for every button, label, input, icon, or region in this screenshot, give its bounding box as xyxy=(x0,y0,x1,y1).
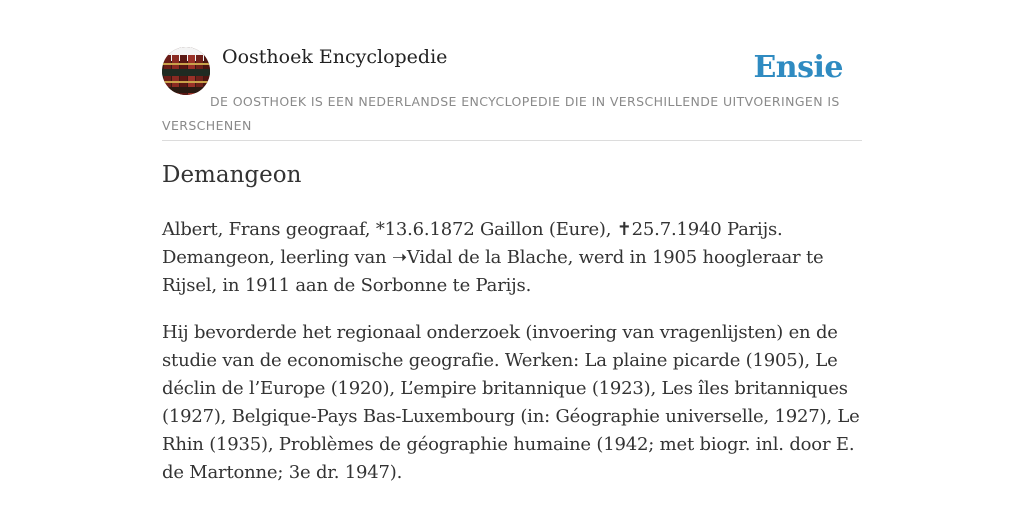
site-header xyxy=(162,0,862,141)
article-paragraph-1 xyxy=(162,216,867,300)
encyclopedia-logo-icon[interactable] xyxy=(162,47,210,95)
paragraph-1-text-start: Albert, Frans geograaf, *13.6.1872 Gaillon (Eure), ✝25.7.1940 Parijs. Demangeon, leerling van xyxy=(162,219,783,268)
page xyxy=(162,0,862,483)
article-title: Demangeon xyxy=(162,162,302,188)
article-paragraph-2: Hij bevorderde het regionaal onderzoek (invoering van vragenlijsten) en de studie van de economische geografie. Werken: La plaine picarde (1905), Le déclin de l’Europe (1920), L’empire britannique (1923), Les îles britanniques (1927), Belgique-Pays Bas-Luxembourg (in: Géographie universelle, 1927), Le Rhin (1935), Problèmes de géographie humaine (1942; met biogr. inl. door E. de Martonne; 3e dr. 1947). xyxy=(162,322,860,483)
site-tagline: DE OOSTHOEK IS EEN NEDERLANDSE ENCYCLOPEDIE DIE IN VERSCHILLENDE UITVOERINGEN IS VERSCHENEN xyxy=(162,94,840,133)
article-body xyxy=(162,216,867,506)
ensie-brand-link[interactable]: Ensie xyxy=(753,50,843,85)
reference-arrow-icon: ➝ xyxy=(391,247,407,268)
paragraph-1-text-end: , werd in 1905 hoogleraar te Rijsel, in 1911 aan de Sorbonne te Parijs. xyxy=(162,247,824,296)
vidal-de-la-blache-link[interactable]: Vidal de la Blache xyxy=(406,247,568,268)
site-title-link[interactable]: Oosthoek Encyclopedie xyxy=(222,46,448,68)
